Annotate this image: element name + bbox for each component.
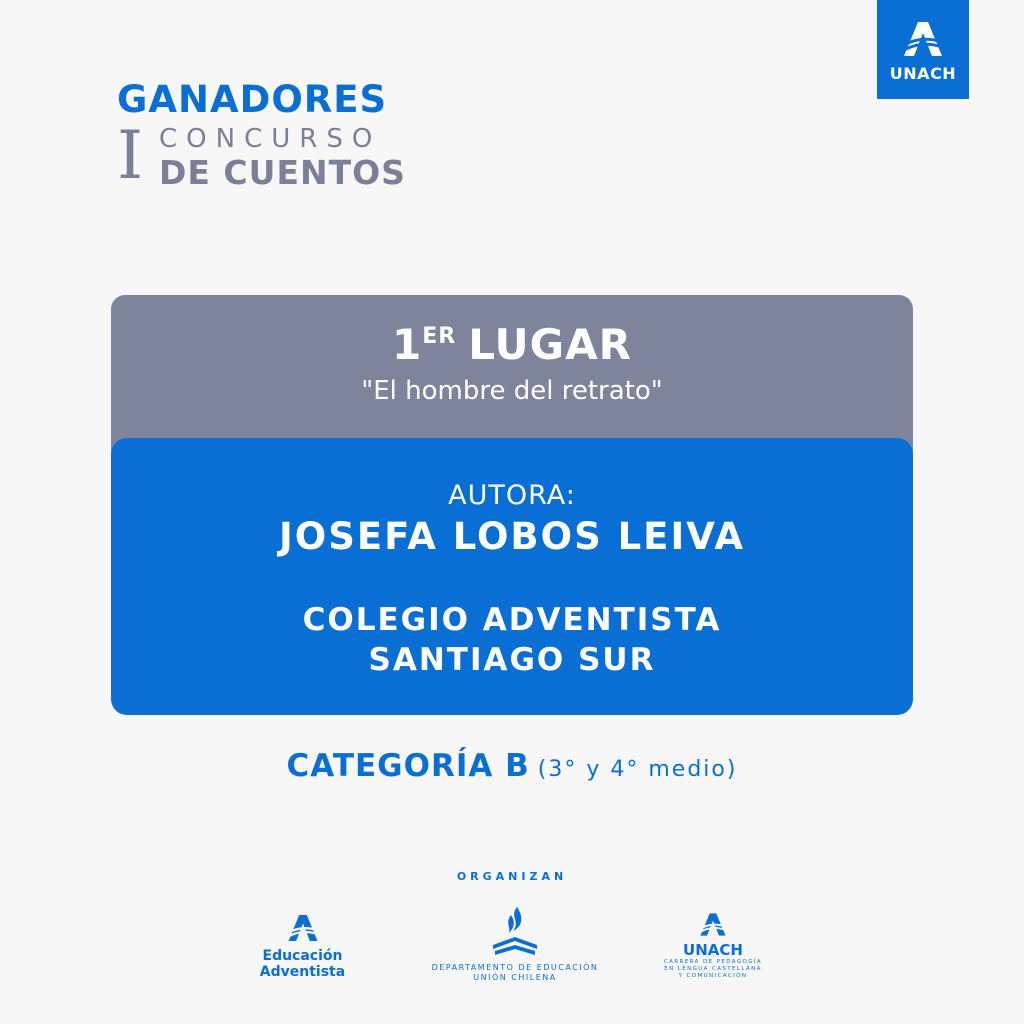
school-line-2: SANTIAGO SUR [368,642,656,678]
badge-label: UNACH [889,64,957,83]
departamento-educacion-logo [425,905,605,983]
unach-footer-title: UNACH [683,941,743,959]
place-number: 1 [392,320,423,369]
place-heading [0,320,1024,369]
school-line-1: COLEGIO ADVENTISTA [302,602,722,638]
unach-footer-line-1: CARRERA DE PEDAGOGÍA [663,959,763,965]
place-suffix: ER [422,324,457,349]
author-label: AUTORA: [448,480,576,511]
organizers-label: ORGANIZAN [456,870,568,883]
unach-a-logo-icon [902,20,944,58]
place-word: LUGAR [468,320,632,369]
departamento-line-2: UNIÓN CHILENA [473,973,557,982]
title-subtitle [117,117,447,194]
unach-carrera-logo [652,912,774,980]
educacion-line-1: Educación [262,948,343,964]
unach-footer-line-2: EN LENGUA CASTELLANA [664,966,762,972]
category-main: CATEGORÍA B [286,748,530,784]
unach-badge [877,0,969,99]
departamento-line-1: DEPARTAMENTO DE EDUCACIÓN [431,963,599,972]
title-ganadores: GANADORES [117,78,388,121]
author-name: JOSEFA LOBOS LEIVA [279,515,745,558]
roman-numeral: I [117,117,144,194]
educacion-line-2: Adventista [259,964,346,980]
work-title: "El hombre del retrato" [361,376,663,406]
category-detail: (3° y 4° medio) [537,757,738,782]
school-name [0,600,1024,680]
educacion-adventista-logo-icon [287,912,319,944]
unach-a-logo-icon [699,912,727,937]
unach-footer-line-3: Y COMUNICACIÓN [678,973,748,979]
category [0,748,1024,784]
title-de-cuentos: DE CUENTOS [159,153,406,192]
educacion-adventista-logo [250,912,355,980]
event-title [117,80,447,194]
title-concurso: CONCURSO [159,124,382,154]
adventist-flame-logo-icon [487,905,543,959]
